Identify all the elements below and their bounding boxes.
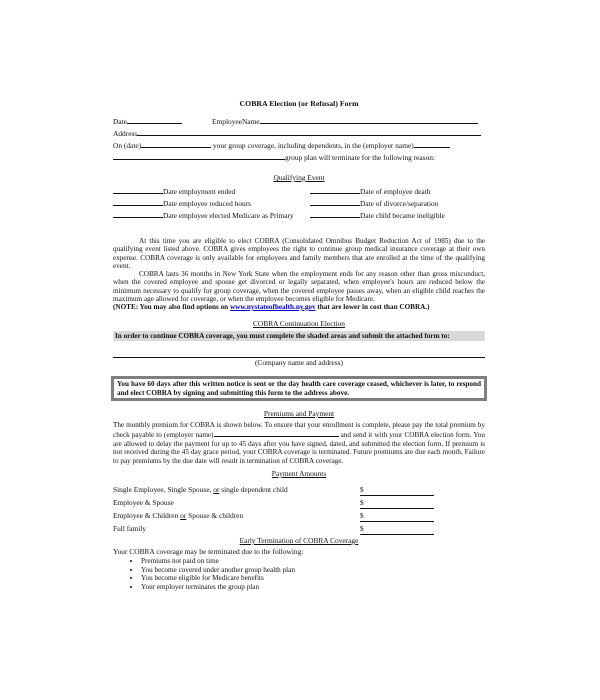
payment-label: Spouse & children — [186, 511, 244, 520]
address-row — [113, 128, 481, 139]
payment-amount-field[interactable] — [360, 499, 434, 509]
on-date-row — [113, 140, 450, 151]
qualifying-event-label: Date of divorce/separation — [360, 199, 439, 208]
qualifying-event-label: Date child became ineligible — [360, 211, 445, 220]
eligibility-paragraph: At this time you are eligible to elect COBRA (Consolidated Omnibus Budget Reduction Act of 1985) due to the qualifying event listed above. COBRA gives employees the right to continue group medical insurance coverage at their own expense. COBRA coverage is only available for employees and family members that are enrolled at the time of the qualifying event. — [113, 237, 485, 271]
employee-name-field[interactable] — [260, 116, 478, 124]
deadline-notice: You have 60 days after this written notice is sent or the day health care coverage ceased, whichever is later, to respond and elect COBRA by signing and submitting this form to the address above. — [111, 376, 487, 401]
early-termination-intro: Your COBRA coverage may be terminated due to the following: — [113, 547, 304, 556]
payment-label: single dependent child — [219, 485, 288, 494]
payment-row — [113, 525, 146, 534]
qualifying-date-field[interactable] — [113, 198, 163, 206]
terminate-row — [113, 152, 435, 163]
qualifying-event-heading: Qualifying Event — [273, 173, 325, 182]
payment-amount-field[interactable] — [360, 512, 434, 522]
qualifying-event-label: Date employment ended — [163, 187, 236, 196]
terminate-text: group plan will terminate for the following reason: — [285, 153, 436, 162]
qualifying-event-label: Date of employee death — [360, 187, 431, 196]
dollar-sign: $ — [360, 485, 364, 494]
dollar-sign: $ — [360, 524, 364, 533]
date-row — [113, 116, 182, 127]
qualifying-date-field[interactable] — [310, 210, 360, 218]
employer-name-continued-field[interactable] — [113, 152, 285, 160]
duration-paragraph: COBRA lasts 36 months in New York State when the employment ends for any reason other than gross misconduct, when the covered employee and spouse get divorced or legally separated, when employee's hours are reduced below the minimum necessary to qualify for group coverage, when the covered employee passes away, when an eligible child reaches the maximum age allowed for coverage, or when the employee becomes eligible for Medicare. — [113, 270, 485, 304]
note-paragraph — [113, 303, 485, 311]
employee-name-label: EmployeeName — [212, 117, 260, 126]
nystateofhealth-link[interactable]: www.nystateofhealth.ny.gov — [229, 303, 316, 311]
dollar-sign: $ — [360, 498, 364, 507]
premiums-heading: Premiums and Payment — [263, 409, 335, 418]
qualifying-date-field[interactable] — [310, 198, 360, 206]
qualifying-event-right-1 — [310, 186, 430, 197]
qualifying-event-right-3 — [310, 210, 445, 221]
payment-label: Full family — [113, 524, 147, 533]
address-label: Address — [113, 129, 138, 138]
payment-label: Single Employee, Single Spouse, — [113, 485, 214, 494]
qualifying-event-left-2 — [113, 198, 251, 209]
coverage-text: your group coverage, including dependents, in the (employer name) — [212, 141, 414, 150]
date-label: Date — [113, 117, 127, 126]
payment-row — [113, 486, 288, 495]
continuation-heading: COBRA Continuation Election — [253, 319, 345, 328]
payment-row — [113, 499, 174, 508]
payable-to-employer-field[interactable] — [214, 429, 339, 437]
termination-reason: • Your employer terminates the group plan — [141, 583, 295, 592]
premiums-text-2: and send it with your COBRA election form. You are allowed to delay the payment for up to 45 days after you have signed, dated, and submitted the election form. If premium is not received during the 45 day grace period, your COBRA coverage is terminated. Future premiums are due each month. Failure to pay premiums by the due date will result in termination of COBRA coverage. — [113, 431, 485, 465]
payment-row — [113, 512, 243, 521]
address-field[interactable] — [137, 128, 481, 136]
on-date-field[interactable] — [141, 140, 211, 148]
early-termination-list — [127, 557, 295, 591]
company-caption: (Company name and address) — [254, 358, 344, 367]
qualifying-date-field[interactable] — [113, 210, 163, 218]
dollar-sign: $ — [360, 511, 364, 520]
employer-name-field[interactable] — [414, 140, 450, 148]
payment-amount-field[interactable] — [360, 486, 434, 496]
company-name-address-field[interactable] — [113, 350, 485, 358]
shaded-instruction: In order to continue COBRA coverage, you must complete the shaded areas and submit the attached form to: — [113, 331, 485, 341]
employee-name-row — [212, 116, 478, 127]
on-date-label: On (date) — [113, 141, 142, 150]
early-termination-heading: Early Termination of COBRA Coverage — [239, 536, 359, 545]
payment-label-or: or — [213, 485, 220, 494]
note-suffix: that are lower in cost than COBRA.) — [315, 303, 430, 311]
qualifying-event-label: Date employee reduced hours — [163, 199, 252, 208]
termination-reason: • You become eligible for Medicare benefits — [141, 574, 295, 583]
qualifying-date-field[interactable] — [310, 186, 360, 194]
date-field[interactable] — [127, 116, 182, 124]
note-prefix: (NOTE: You may also find options on — [113, 303, 230, 311]
qualifying-date-field[interactable] — [113, 186, 163, 194]
premiums-text-1: The monthly premium for COBRA is shown below. To ensure that your enrollment is complete, please pay the total premium by check payable to (employer name) — [113, 421, 485, 440]
form-title: COBRA Election (or Refusal) Form — [239, 99, 359, 108]
qualifying-event-right-2 — [310, 198, 438, 209]
qualifying-event-left-1 — [113, 186, 235, 197]
payment-label: Employee & Children — [113, 511, 181, 520]
qualifying-event-left-3 — [113, 210, 294, 221]
termination-reason: • You become covered under another group health plan — [141, 566, 295, 575]
qualifying-event-label: Date employee elected Medicare as Primary — [163, 211, 294, 220]
premiums-paragraph — [113, 421, 485, 465]
termination-reason: • Premiums not paid on time — [141, 557, 295, 566]
payment-label: Employee & Spouse — [113, 498, 174, 507]
payment-label-or: or — [180, 511, 187, 520]
payment-amount-field[interactable] — [360, 525, 434, 535]
payment-amounts-heading: Payment Amounts — [271, 469, 327, 478]
